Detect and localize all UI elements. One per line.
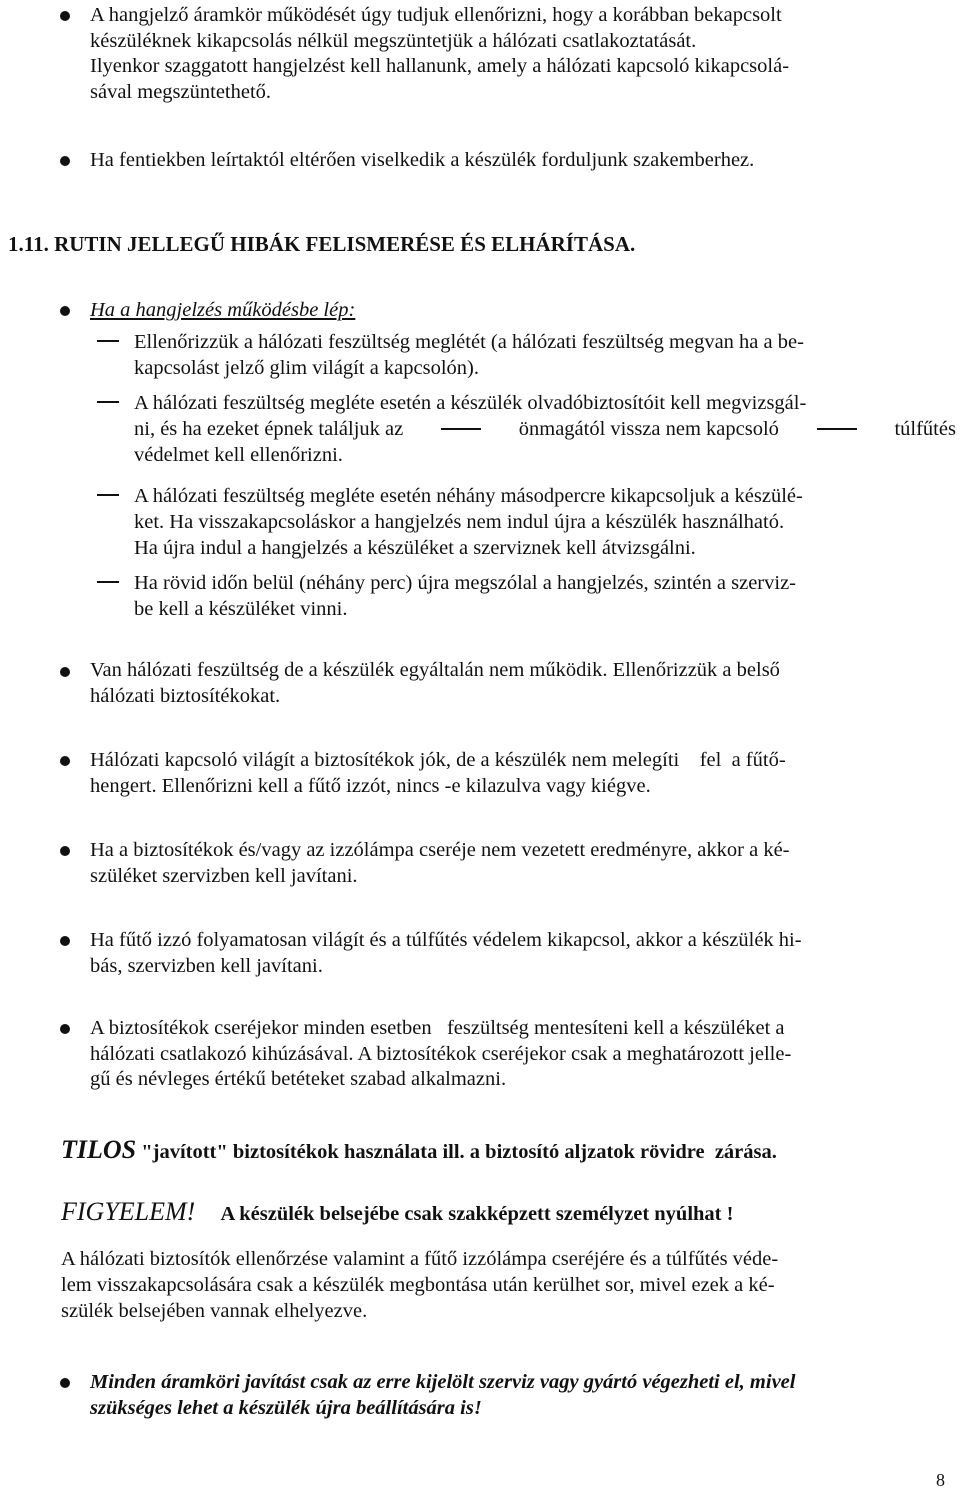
text-line: ket. Ha visszakapcsoláskor a hangjelzés nem indul újra a készülék használható. (134, 511, 785, 534)
text-line: gű és névleges értékű betéteket szabad alkalmazni. (90, 1068, 507, 1091)
bullet-icon (57, 753, 73, 769)
paragraph-nem-mukodik (90, 658, 956, 709)
text-line: Van hálózati feszültség de a készülék egyáltalán nem működik. Ellenőrizzük a belső (90, 659, 780, 681)
text-line: Hálózati kapcsoló világít a biztosítékok jók, de a készülék nem melegíti fel a fűtő- (90, 749, 786, 771)
paragraph-halozati-biztositok (61, 1246, 956, 1325)
text-line: készüléknek kikapcsolás nélkül megszüntetjük a hálózati csatlakoztatását. (90, 29, 697, 52)
text-line: Ha rövid időn belül (néhány perc) újra megszólal a hangjelzés, szintén a szerviz- (134, 572, 796, 594)
figyelem-text: A készülék belsejébe csak szakképzett személyzet nyúlhat ! (220, 1203, 734, 1225)
text-line: Minden áramköri javítást csak az erre kijelölt szerviz vagy gyártó végezheti el, mivel (90, 1371, 796, 1393)
bullet-icon (57, 933, 73, 949)
paragraph-szerviz (90, 838, 956, 889)
dash-icon (441, 428, 481, 430)
dash-icon (97, 340, 119, 342)
text-line: Ha fűtő izzó folyamatosan világít és a túlfűtés védelem kikapcsol, akkor a készülék hi- (90, 929, 802, 951)
figyelem-warning (61, 1195, 733, 1231)
text-line: lem visszakapcsolására csak a készülék megbontása után kerülhet sor, mivel ezek a ké- (61, 1274, 775, 1297)
text-line: Ha újra indul a hangjelzés a készüléket a szerviznek kell átvizsgálni. (134, 537, 696, 560)
sub-item-feszultseg (134, 329, 956, 381)
dash-icon (97, 401, 119, 403)
dash-icon (97, 581, 119, 583)
dash-icon (97, 494, 119, 496)
text-line: kapcsolást jelző glim világít a kapcsolón). (134, 357, 479, 380)
sub-item-kikapcsoljuk (134, 483, 956, 562)
paragraph-aramkori-javitas (90, 1370, 956, 1421)
text-line: A hangjelző áramkör működését úgy tudjuk ellenőrizni, hogy a korábban bekapcsolt (90, 4, 782, 26)
text-line: sával megszüntethető. (90, 80, 272, 103)
text-line: be kell a készüléket vinni. (134, 598, 348, 621)
paragraph-tulfutes (90, 928, 956, 979)
tilos-warning (61, 1133, 777, 1169)
text-line: A hálózati feszültség megléte esetén néhány másodpercre kikapcsoljuk a készülé- (134, 485, 803, 507)
section-heading: 1.11. RUTIN JELLEGŰ HIBÁK FELISMERÉSE ÉS ELHÁRÍTÁSA. (8, 232, 636, 256)
bullet-icon (57, 1375, 73, 1391)
text-line: bás, szervizben kell javítani. (90, 954, 323, 977)
text-line: A hálózati biztosítók ellenőrzése valamint a fűtő izzólámpa cseréjére és a túlfűtés véde- (61, 1248, 779, 1270)
bullet-icon (57, 303, 73, 319)
paragraph-szakember (90, 148, 956, 174)
text-line: szüléket szervizben kell javítani. (90, 864, 358, 887)
text-line: Ellenőrizzük a hálózati feszültség meglétét (a hálózati feszültség megvan ha a be- (134, 331, 804, 353)
text-line: Ilyenkor szaggatott hangjelzést kell hallanunk, amely a hálózati kapcsoló kikapcsolá- (90, 55, 790, 78)
dash-icon (817, 428, 857, 430)
sub-item-rovid-idon (134, 570, 956, 622)
bullet-icon (57, 843, 73, 859)
bullet-icon (57, 8, 73, 24)
hangjelzes-label: Ha a hangjelzés működésbe lép: (90, 299, 356, 321)
text-line: Ha a biztosítékok és/vagy az izzólámpa cseréje nem vezetett eredményre, akkor a ké- (90, 839, 790, 861)
bullet-icon (57, 1021, 73, 1037)
text-line: védelmet kell ellenőrizni. (134, 444, 343, 467)
text-line: Ha fentiekben leírtaktól eltérően viselkedik a készülék forduljunk szakemberhez. (90, 149, 755, 171)
page-number: 8 (936, 1470, 945, 1490)
text-line: ni, és ha ezeket épnek találjuk az önmagától vissza nem kapcsoló túlfűtés (134, 418, 956, 441)
sub-item-olvadobiztosito (134, 390, 956, 469)
text-line: szülék belsejében vannak elhelyezve. (61, 1300, 368, 1323)
figyelem-word: FIGYELEM! (61, 1197, 196, 1226)
text-line: szükséges lehet a készülék újra beállítására is! (90, 1396, 482, 1419)
text-line: hengert. Ellenőrizni kell a fűtő izzót, nincs -e kilazulva vagy kiégve. (90, 774, 651, 797)
paragraph-hangjelzo-check (90, 3, 956, 105)
text-line: A biztosítékok cseréjekor minden esetben feszültség mentesíteni kell a készüléket a (90, 1017, 785, 1039)
bullet-icon (57, 153, 73, 169)
tilos-text: "javított" biztosítékok használata ill. a biztosító aljzatok rövidre zárása. (141, 1141, 777, 1163)
tilos-word: TILOS (61, 1135, 137, 1164)
bullet-icon (57, 664, 73, 680)
paragraph-futo-henger (90, 748, 956, 799)
text-line: A hálózati feszültség megléte esetén a készülék olvadóbiztosítóit kell megvizsgál- (134, 392, 807, 414)
text-line: hálózati csatlakozó kihúzásával. A biztosítékok cseréjekor csak a meghatározott jelle- (90, 1042, 792, 1065)
paragraph-biztositek-csere (90, 1016, 956, 1093)
text-line: hálózati biztosítékokat. (90, 684, 281, 707)
